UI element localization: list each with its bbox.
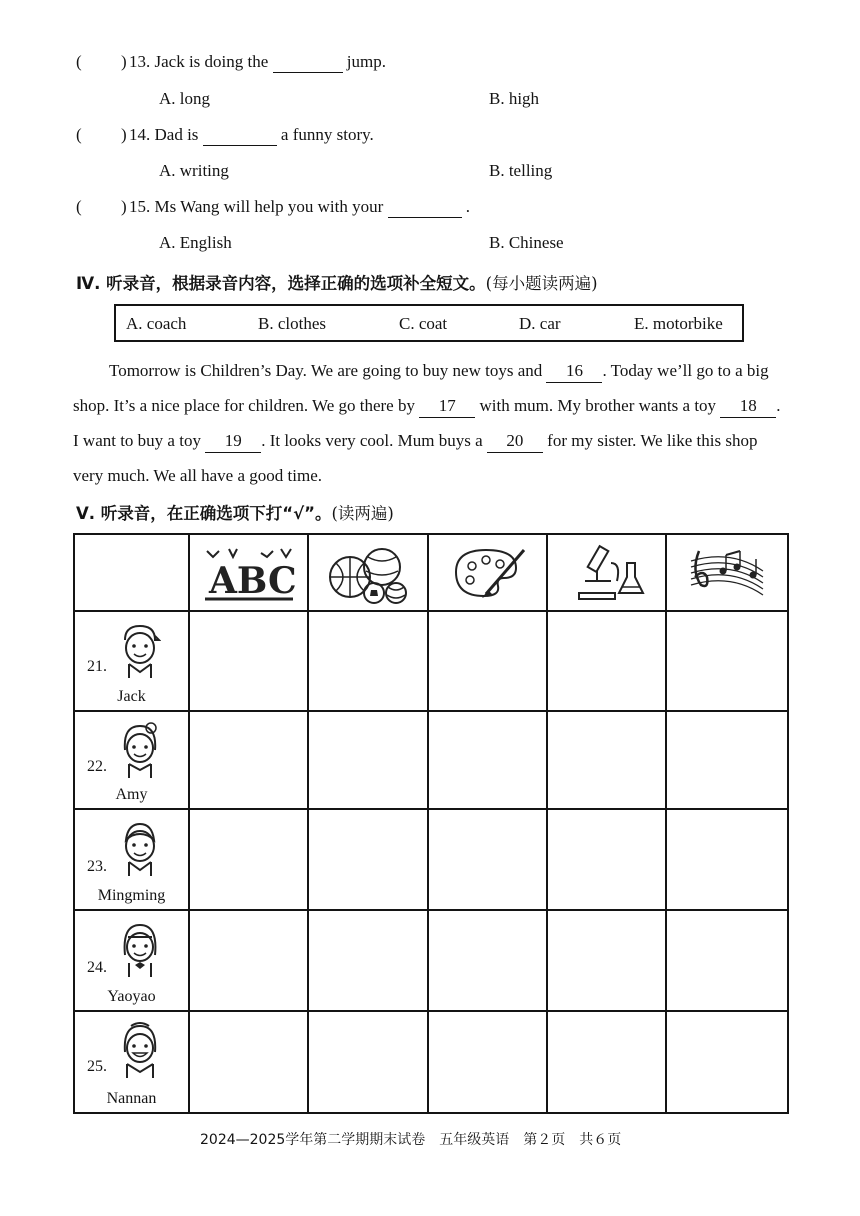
checkbox-cell[interactable]	[308, 611, 428, 711]
microscope-icon	[567, 541, 647, 605]
checkbox-cell[interactable]	[547, 809, 666, 910]
girl-face-icon	[119, 720, 161, 782]
blank-20: 20	[487, 430, 543, 453]
boy-face-icon	[119, 818, 161, 880]
option-a: A. writing	[159, 161, 229, 180]
student-name: Mingming	[97, 887, 166, 904]
question-stem: 13. Jack is doing the jump.	[129, 52, 386, 71]
word-bank-option: C. coat	[399, 314, 448, 333]
checkbox-cell[interactable]	[547, 910, 666, 1011]
checkbox-cell[interactable]	[308, 711, 428, 809]
checkbox-cell[interactable]	[428, 711, 547, 809]
checkbox-cell[interactable]	[308, 809, 428, 910]
checkbox-cell[interactable]	[547, 711, 666, 809]
checkbox-cell[interactable]	[666, 809, 788, 910]
answer-paren-right: )	[121, 125, 127, 144]
svg-text:ABC: ABC	[208, 559, 297, 602]
answer-blank	[388, 197, 462, 218]
blank-19: 19	[205, 430, 261, 453]
stem-text: jump.	[346, 52, 386, 71]
student-cell	[74, 611, 189, 711]
section-5-heading	[76, 500, 394, 524]
stem-text: a funny story.	[280, 125, 374, 144]
checkbox-cell[interactable]	[428, 809, 547, 910]
section-note: (每小题读两遍)	[485, 274, 598, 293]
section-note: (读两遍)	[331, 504, 394, 523]
word-bank-option: B. clothes	[258, 314, 326, 333]
cloze-passage	[73, 353, 789, 493]
option-a: A. long	[159, 89, 210, 108]
answer-paren-left: (	[76, 125, 82, 144]
answer-grid	[73, 533, 789, 1114]
grid-header-cell	[189, 534, 308, 611]
option-b: B. telling	[489, 161, 553, 180]
checkbox-cell[interactable]	[428, 611, 547, 711]
section-4-heading	[76, 270, 598, 294]
grid-row	[74, 910, 788, 1011]
section-title: Ⅴ. 听录音，在正确选项下打“√”。	[76, 504, 332, 523]
answer-paren-right: )	[121, 52, 127, 71]
checkbox-cell[interactable]	[666, 1011, 788, 1113]
grid-row	[74, 809, 788, 910]
grid-header-cell	[308, 534, 428, 611]
music-notes-icon	[683, 541, 771, 605]
stem-text: .	[465, 197, 471, 216]
passage-text: . Today we’ll go to a big shop. It’s a nice place for children. We go there by	[73, 361, 769, 415]
word-bank	[114, 304, 744, 342]
row-number: 22.	[87, 758, 107, 775]
passage-text: with mum. My brother wants a toy	[479, 396, 717, 415]
answer-paren-left: (	[76, 197, 82, 216]
student-name: Amy	[115, 786, 148, 803]
option-b: B. high	[489, 89, 540, 108]
student-name: Yaoyao	[107, 988, 156, 1005]
passage-text: for my sister. We like this shop very much. We all have a good time.	[73, 431, 758, 485]
grid-row	[74, 711, 788, 809]
row-number: 25.	[87, 1058, 107, 1075]
blank-18: 18	[720, 395, 776, 418]
checkbox-cell[interactable]	[428, 910, 547, 1011]
word-bank-option: A. coach	[126, 314, 187, 333]
checkbox-cell[interactable]	[428, 1011, 547, 1113]
student-cell	[74, 1011, 189, 1113]
student-cell	[74, 711, 189, 809]
stem-text: Dad is	[154, 125, 199, 144]
abc-letters-icon	[199, 543, 299, 603]
student-name: Jack	[117, 688, 146, 705]
checkbox-cell[interactable]	[189, 711, 308, 809]
answer-paren-left: (	[76, 52, 82, 71]
grid-corner-cell	[74, 534, 189, 611]
checkbox-cell[interactable]	[308, 910, 428, 1011]
girl-face-icon	[119, 919, 161, 981]
checkbox-cell[interactable]	[189, 611, 308, 711]
blank-17: 17	[419, 395, 475, 418]
stem-text: Jack is doing the	[154, 52, 269, 71]
page-footer: 2024—2025学年第二学期期末试卷 五年级英语 第２页 共６页	[200, 1132, 622, 1148]
girl-face-icon	[119, 1020, 161, 1082]
checkbox-cell[interactable]	[189, 1011, 308, 1113]
checkbox-cell[interactable]	[666, 910, 788, 1011]
row-number: 21.	[87, 658, 107, 675]
checkbox-cell[interactable]	[189, 910, 308, 1011]
option-a: A. English	[159, 233, 232, 252]
question-number: 13	[129, 52, 146, 71]
stem-text: Ms Wang will help you with your	[154, 197, 384, 216]
question-number: 15	[129, 197, 146, 216]
passage-text: . I want to buy a toy	[73, 396, 781, 450]
question-stem: 14. Dad is a funny story.	[129, 125, 374, 144]
answer-paren-right: )	[121, 197, 127, 216]
word-bank-option: E. motorbike	[634, 314, 723, 333]
checkbox-cell[interactable]	[308, 1011, 428, 1113]
option-b: B. Chinese	[489, 233, 564, 252]
blank-16: 16	[546, 360, 602, 383]
answer-blank	[203, 125, 277, 146]
checkbox-cell[interactable]	[666, 711, 788, 809]
checkbox-cell[interactable]	[547, 1011, 666, 1113]
question-stem: 15. Ms Wang will help you with your .	[129, 197, 471, 216]
checkbox-cell[interactable]	[547, 611, 666, 711]
question-number: 14	[129, 125, 146, 144]
boy-face-icon	[119, 620, 161, 682]
grid-row	[74, 1011, 788, 1113]
grid-header-cell	[547, 534, 666, 611]
paint-palette-icon	[446, 542, 530, 604]
answer-blank	[273, 52, 343, 73]
checkbox-cell[interactable]	[666, 611, 788, 711]
grid-header-cell	[666, 534, 788, 611]
student-cell	[74, 809, 189, 910]
grid-header-row	[74, 534, 788, 611]
passage-text: Tomorrow is Children’s Day. We are going to buy new toys and	[109, 361, 543, 380]
grid-row	[74, 611, 788, 711]
section-title: Ⅳ. 听录音，根据录音内容，选择正确的选项补全短文。	[76, 274, 486, 293]
checkbox-cell[interactable]	[189, 809, 308, 910]
passage-text: . It looks very cool. Mum buys a	[261, 431, 483, 450]
grid-header-cell	[428, 534, 547, 611]
row-number: 24.	[87, 959, 107, 976]
row-number: 23.	[87, 858, 107, 875]
student-name: Nannan	[106, 1090, 157, 1107]
word-bank-option: D. car	[519, 314, 561, 333]
student-cell	[74, 910, 189, 1011]
sports-balls-icon	[326, 541, 410, 605]
